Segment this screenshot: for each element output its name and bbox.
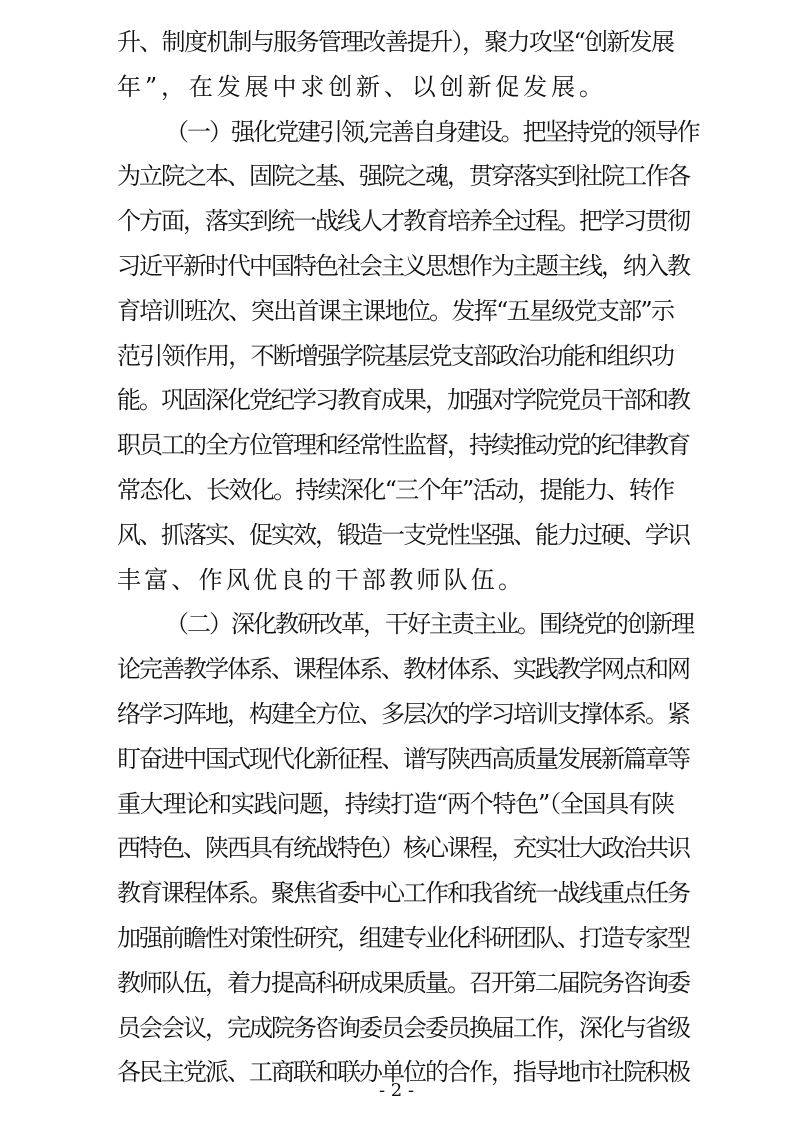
- text-line: [0, 475, 793, 505]
- text-line-content: 重大理论和实践问题，持续打造“两个特色”（全国具有陕: [117, 790, 674, 818]
- text-line: [0, 296, 793, 326]
- text-line-content: 西特色、陕西具有统战特色）核心课程，充实壮大政治共识: [117, 834, 689, 862]
- text-line-content: 职员工的全方位管理和经常性监督，持续推动党的纪律教育: [117, 431, 689, 459]
- text-line: [0, 341, 793, 371]
- text-line: [0, 744, 793, 774]
- page-number: - 2 -: [378, 1080, 415, 1101]
- text-line: [0, 385, 793, 415]
- text-line: [0, 27, 793, 57]
- paragraph-start-line: [0, 117, 793, 147]
- text-line-content: （一）强化党建引领,完善自身建设。把坚持党的领导作: [165, 118, 699, 146]
- text-line: [0, 878, 793, 908]
- text-line: [0, 1013, 793, 1043]
- text-line: [0, 968, 793, 998]
- text-line: [0, 520, 793, 550]
- text-line-content: 教育课程体系。聚焦省委中心工作和我省统一战线重点任务: [117, 879, 689, 907]
- text-line-content: 常态化、长效化。持续深化“三个年”活动，提能力、转作: [117, 476, 674, 504]
- text-line: [0, 654, 793, 684]
- text-line-content: 年”，在发展中求创新、以创新促发展。: [117, 73, 607, 101]
- text-line-content: 育培训班次、突出首课主课地位。发挥“五星级党支部”示: [117, 297, 674, 325]
- text-line-content: 习近平新时代中国特色社会主义思想作为主题主线，纳入教: [117, 252, 689, 280]
- text-line-content: 丰富、作风优良的干部教师队伍。: [117, 566, 526, 594]
- text-line: [0, 161, 793, 191]
- text-line: [0, 565, 793, 595]
- text-line-content: 为立院之本、固院之基、强院之魂，贯穿落实到社院工作各: [117, 162, 689, 190]
- text-line-content: 风、抓落实、促实效，锻造一支党性坚强、能力过硬、学识: [117, 521, 689, 549]
- text-line: [0, 251, 793, 281]
- paragraph-start-line: [0, 609, 793, 639]
- text-line-content: 个方面，落实到统一战线人才教育培养全过程。把学习贯彻: [117, 207, 689, 235]
- text-line-content: 论完善教学体系、课程体系、教材体系、实践教学网点和网: [117, 655, 689, 683]
- text-line: [0, 923, 793, 953]
- text-line-content: 络学习阵地，构建全方位、多层次的学习培训支撑体系。紧: [117, 700, 689, 728]
- text-line: [0, 699, 793, 729]
- text-line: [0, 430, 793, 460]
- text-line-content: 升、制度机制与服务管理改善提升），聚力攻坚“创新发展: [117, 28, 674, 56]
- text-line-content: 各民主党派、工商联和联办单位的合作，指导地市社院积极: [117, 1058, 689, 1086]
- text-line-content: 范引领作用，不断增强学院基层党支部政治功能和组织功: [117, 342, 674, 370]
- text-line-content: 盯奋进中国式现代化新征程、谱写陕西高质量发展新篇章等: [117, 745, 689, 773]
- text-line-content: 能。巩固深化党纪学习教育成果，加强对学院党员干部和教: [117, 386, 689, 414]
- text-line: [0, 72, 793, 102]
- text-line-content: 加强前瞻性对策性研究，组建专业化科研团队、打造专家型: [117, 924, 689, 952]
- text-line: [0, 789, 793, 819]
- text-line-content: 员会会议，完成院务咨询委员会委员换届工作，深化与省级: [117, 1014, 689, 1042]
- text-line-content: 教师队伍，着力提高科研成果质量。召开第二届院务咨询委: [117, 969, 689, 997]
- text-line: [0, 833, 793, 863]
- text-line-content: （二）深化教研改革，干好主责主业。围绕党的创新理: [165, 610, 693, 638]
- text-line: [0, 206, 793, 236]
